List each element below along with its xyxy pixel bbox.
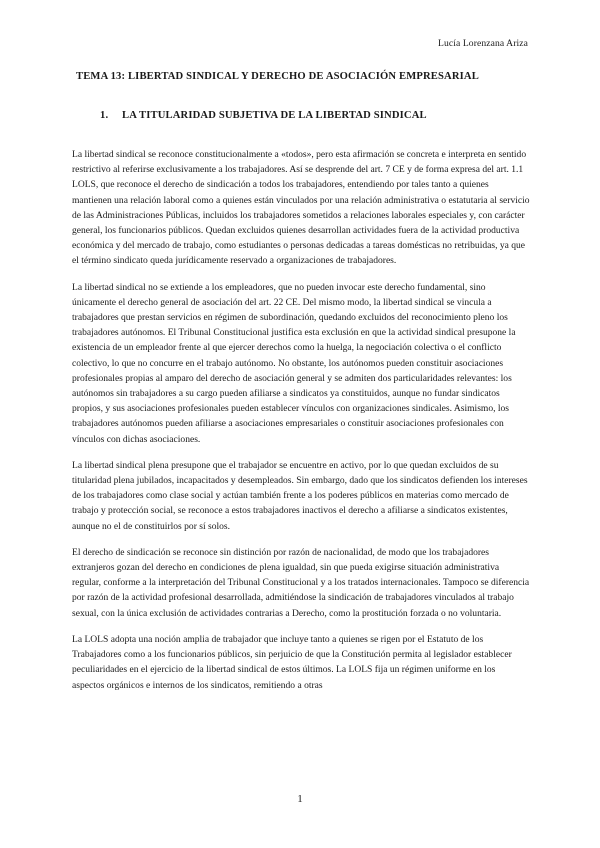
- header-author: Lucía Lorenzana Ariza: [438, 38, 528, 49]
- paragraph: La libertad sindical plena presupone que el trabajador se encuentre en activo, por lo que quedan excluidos de su titularidad plena jubilados, incapacitados y desempleados. Sin embargo, dado que los sindicatos defienden los intereses de los trabajadores como clase social y actúan también frente a los poderes públicos en materias como mercado de trabajo y protección social, se reconoce a estos trabajadores inactivos el derecho a afiliarse a sindicatos existentes, aunque no el de constituirlos por sí solos.: [72, 459, 528, 532]
- body-text: [72, 147, 530, 704]
- document-title: TEMA 13: LIBERTAD SINDICAL Y DERECHO DE ASOCIACIÓN EMPRESARIAL: [76, 71, 479, 82]
- paragraph: El derecho de sindicación se reconoce sin distinción por razón de nacionalidad, de modo que los trabajadores extranjeros gozan del derecho en condiciones de plena igualdad, sin que pueda exigirse situación administrativa regular, conforme a la interpretación del Tribunal Constitucional y a los tratados internacionales. Tampoco se diferencia por razón de la actividad profesional desarrollada, admitiéndose la sindicación de trabajadores vinculados al trabajo sexual, con la única exclusión de actividades contrarias a Derecho, como la prostitución forzada o no voluntaria.: [72, 546, 530, 619]
- page-number: 1: [297, 793, 303, 805]
- paragraph: La libertad sindical no se extiende a los empleadores, que no pueden invocar este derecho fundamental, sino únicamente el derecho general de asociación del art. 22 CE. Del mismo modo, la libertad sindical se vincula a trabajadores que prestan servicios en régimen de subordinación, quedando excluidos del reconocimiento pleno los trabajadores autónomos. El Tribunal Constitucional justifica esta exclusión en que la actividad sindical presupone la existencia de un empleador frente al que ejercer derechos como la huelga, la negociación colectiva o el conflicto colectivo, lo que no concurre en el trabajo autónomo. No obstante, los autónomos pueden constituir asociaciones profesionales propias al amparo del derecho de asociación general y se admiten dos particularidades relevantes: los autónomos sin trabajadores a su cargo pueden afiliarse a sindicatos ya constituidos, aunque no fundar sindicatos propios, y sus asociaciones profesionales pueden establecer vínculos con organizaciones sindicales. Asimismo, los trabajadores autónomos pueden afiliarse a asociaciones empresariales o constituir asociaciones profesionales con vínculos con dichas asociaciones.: [72, 281, 516, 445]
- section-heading: [100, 110, 540, 121]
- paragraph: La libertad sindical se reconoce constitucionalmente a «todos», pero esta afirmación se concreta e interpreta en sentido restrictivo al referirse exclusivamente a los trabajadores. Así se desprende del art. 7 CE y de forma expresa del art. 1.1 LOLS, que reconoce el derecho de sindicación a todos los trabajadores, entendiendo por tales tanto a quienes mantienen una relación laboral como a quienes están vinculados por una relación administrativa o estatutaria al servicio de las Administraciones Públicas, incluidos los trabajadores sometidos a relaciones laborales especiales y, con carácter general, los funcionarios públicos. Quedan excluidos quienes desarrollan actividades fuera de la actividad productiva económica y del mercado de trabajo, como estudiantes o personas dedicadas a tareas domésticas no retribuidas, ya que el término sindicato queda jurídicamente reservado a organizaciones de trabajadores.: [72, 149, 530, 267]
- paragraph: La LOLS adopta una noción amplia de trabajador que incluye tanto a quienes se rigen por el Estatuto de los Trabajadores como a los funcionarios públicos, sin perjuicio de que la Constitución permita al legislador establecer peculiaridades en el ejercicio de la libertad sindical de estos últimos. La LOLS fija un régimen uniforme en los aspectos orgánicos e internos de los sindicatos, remitiendo a otras: [72, 633, 512, 691]
- section-number: 1.: [100, 110, 109, 121]
- section-title: LA TITULARIDAD SUBJETIVA DE LA LIBERTAD SINDICAL: [122, 110, 427, 121]
